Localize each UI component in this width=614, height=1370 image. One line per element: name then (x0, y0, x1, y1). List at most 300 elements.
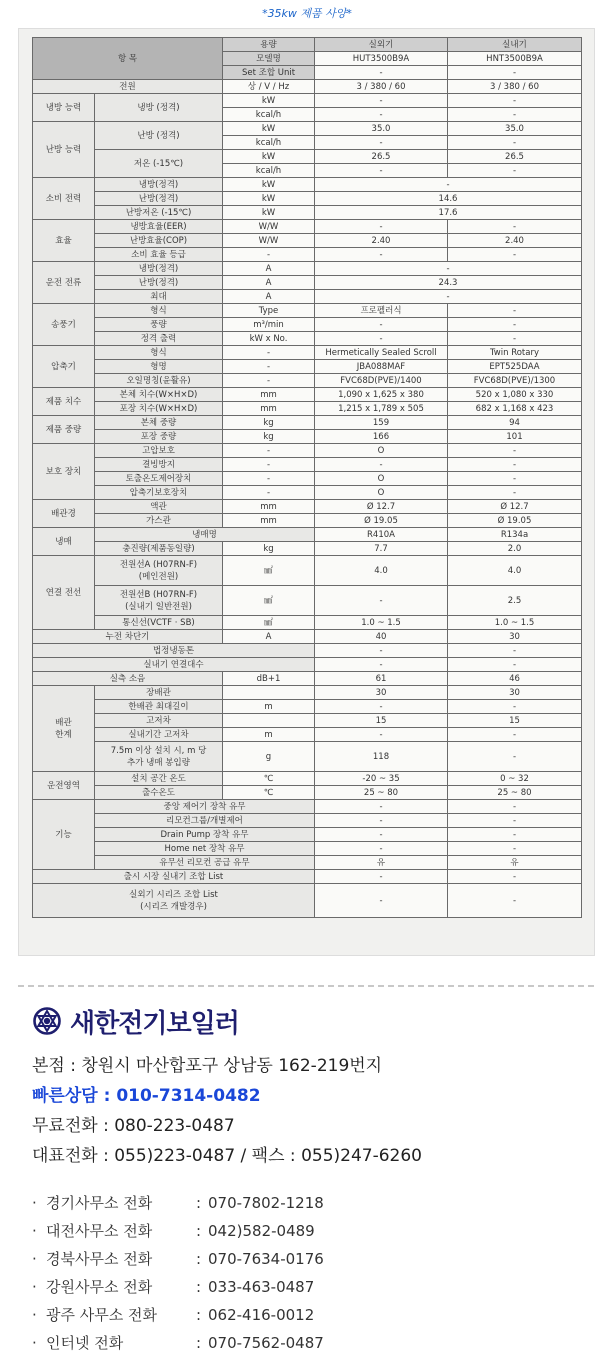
table-cell: - (448, 742, 582, 772)
table-row (33, 346, 582, 360)
table-cell: 항 목 (33, 38, 223, 80)
table-cell: 본체 치수(W×H×D) (95, 388, 223, 402)
table-cell: 정격 출력 (95, 332, 223, 346)
table-row (33, 234, 582, 248)
table-row (33, 742, 582, 772)
table-cell: - (315, 728, 448, 742)
table-cell: 35.0 (448, 122, 582, 136)
table-cell: 본체 중량 (95, 416, 223, 430)
table-cell: W/W (223, 220, 315, 234)
table-cell: kg (223, 416, 315, 430)
table-cell: - (315, 658, 448, 672)
table-cell: 1.0 ~ 1.5 (448, 616, 582, 630)
office-phone[interactable]: 070-7802-1218 (208, 1194, 324, 1212)
table-cell: 액관 (95, 500, 223, 514)
table-cell: 15 (315, 714, 448, 728)
table-cell: 0 ~ 32 (448, 772, 582, 786)
table-cell: - (448, 870, 582, 884)
table-cell: - (448, 318, 582, 332)
table-cell: 30 (448, 630, 582, 644)
office-item[interactable] (32, 1245, 592, 1273)
table-row (33, 304, 582, 318)
table-cell: kW (223, 206, 315, 220)
table-cell: - (315, 332, 448, 346)
table-cell: - (315, 66, 448, 80)
table-cell: mm (223, 514, 315, 528)
table-cell: 난방저온 (-15℃) (95, 206, 223, 220)
office-item[interactable] (32, 1273, 592, 1301)
table-row (33, 870, 582, 884)
office-phone[interactable]: 042)582-0489 (208, 1222, 315, 1240)
table-cell: 유 (448, 856, 582, 870)
table-cell: - (315, 178, 582, 192)
table-cell: - (315, 814, 448, 828)
table-cell: 25 ~ 80 (315, 786, 448, 800)
table-row (33, 514, 582, 528)
table-cell: 실측 소음 (33, 672, 223, 686)
table-cell: 냉방(정격) (95, 262, 223, 276)
table-row (33, 800, 582, 814)
table-cell: ㎟ (223, 556, 315, 586)
table-cell: 159 (315, 416, 448, 430)
table-cell: 1,215 x 1,789 x 505 (315, 402, 448, 416)
table-cell: 2.40 (315, 234, 448, 248)
table-row (33, 700, 582, 714)
table-cell: g (223, 742, 315, 772)
office-name: 인터넷 전화 (46, 1334, 124, 1352)
table-cell: 냉방 능력 (33, 94, 95, 122)
table-cell: - (315, 262, 582, 276)
table-cell: kW (223, 150, 315, 164)
dashed-divider (18, 985, 594, 987)
table-row (33, 444, 582, 458)
table-cell: EPT525DAA (448, 360, 582, 374)
table-cell: mm (223, 500, 315, 514)
table-cell: - (448, 304, 582, 318)
table-cell: - (448, 728, 582, 742)
table-cell: 전원 (33, 80, 223, 94)
spec-sheet-image (18, 28, 595, 956)
table-row (33, 616, 582, 630)
company-info (32, 1003, 592, 1357)
table-cell: 94 (448, 416, 582, 430)
table-cell: 26.5 (315, 150, 448, 164)
table-cell: Ø 12.7 (448, 500, 582, 514)
table-cell: 저온 (-15℃) (95, 150, 223, 178)
address: 본점 : 창원시 마산합포구 상남동 162-219번지 (32, 1056, 383, 1076)
table-cell: kg (223, 430, 315, 444)
table-cell: O (315, 472, 448, 486)
table-cell: 출시 시장 실내기 조합 List (33, 870, 315, 884)
table-cell: 운전 전류 (33, 262, 95, 304)
table-cell: 한배관 최대길이 (95, 700, 223, 714)
company-name: 새한전기보일러 (70, 1008, 239, 1039)
table-cell: - (223, 486, 315, 500)
table-cell: 누전 차단기 (33, 630, 223, 644)
table-row (33, 486, 582, 500)
table-cell: HUT3500B9A (315, 52, 448, 66)
table-cell: Ø 12.7 (315, 500, 448, 514)
table-cell: 실외기 (315, 38, 448, 52)
table-cell: - (223, 374, 315, 388)
table-cell: 101 (448, 430, 582, 444)
table-cell: - (223, 360, 315, 374)
table-cell: 3 / 380 / 60 (315, 80, 448, 94)
table-cell: - (315, 164, 448, 178)
table-cell: - (448, 700, 582, 714)
table-cell: - (448, 108, 582, 122)
table-cell: 35.0 (315, 122, 448, 136)
table-cell: 용량 (223, 38, 315, 52)
table-cell: 압축기보호장치 (95, 486, 223, 500)
table-cell: - (315, 458, 448, 472)
table-cell: 1.0 ~ 1.5 (315, 616, 448, 630)
table-cell: JBA088MAF (315, 360, 448, 374)
table-cell: 최대 (95, 290, 223, 304)
table-cell (223, 714, 315, 728)
table-cell: - (448, 444, 582, 458)
table-cell: -20 ~ 35 (315, 772, 448, 786)
table-cell: 압축기 (33, 346, 95, 388)
table-row (33, 728, 582, 742)
table-cell: 포장 중량 (95, 430, 223, 444)
table-cell: 통신선(VCTF · SB) (95, 616, 223, 630)
table-cell: 682 x 1,168 x 423 (448, 402, 582, 416)
table-cell: m (223, 700, 315, 714)
table-cell: 오일명칭(윤활유) (95, 374, 223, 388)
table-cell: - (315, 108, 448, 122)
table-cell: 리모컨그룹/개별제어 (95, 814, 315, 828)
table-row (33, 658, 582, 672)
table-row (33, 374, 582, 388)
table-cell: ㎟ (223, 616, 315, 630)
separator: : (196, 1250, 202, 1268)
table-cell: 풍량 (95, 318, 223, 332)
table-cell: R410A (315, 528, 448, 542)
table-row (33, 360, 582, 374)
table-cell: FVC68D(PVE)/1300 (448, 374, 582, 388)
table-cell: mm (223, 388, 315, 402)
table-cell: 토출온도제어장치 (95, 472, 223, 486)
table-cell: m³/min (223, 318, 315, 332)
table-cell: 7.7 (315, 542, 448, 556)
table-cell: - (448, 814, 582, 828)
table-row (33, 220, 582, 234)
table-row (33, 402, 582, 416)
table-row (33, 556, 582, 586)
table-cell: 결빙방지 (95, 458, 223, 472)
table-cell: 25 ~ 80 (448, 786, 582, 800)
table-cell: 난방(정격) (95, 192, 223, 206)
table-cell: 실내기 연결대수 (33, 658, 315, 672)
table-cell: - (315, 800, 448, 814)
office-phone[interactable]: 070-7634-0176 (208, 1250, 324, 1268)
table-cell: 3 / 380 / 60 (448, 80, 582, 94)
table-cell: - (223, 346, 315, 360)
table-row (33, 178, 582, 192)
table-cell: - (315, 842, 448, 856)
table-cell: O (315, 486, 448, 500)
table-cell: 운전영역 (33, 772, 95, 800)
company-logo-icon (32, 1006, 62, 1036)
table-cell: 상 / V / Hz (223, 80, 315, 94)
table-cell: ℃ (223, 772, 315, 786)
table-cell: - (315, 870, 448, 884)
table-cell: FVC68D(PVE)/1400 (315, 374, 448, 388)
hotline[interactable]: 빠른상담 : 010-7314-0482 (32, 1086, 261, 1106)
table-row (33, 814, 582, 828)
table-cell: 유무선 리모컨 공급 유무 (95, 856, 315, 870)
spec-table (32, 37, 582, 918)
table-row (33, 786, 582, 800)
table-cell: - (315, 700, 448, 714)
table-row (33, 416, 582, 430)
table-cell: kW (223, 122, 315, 136)
table-cell: 보호 장치 (33, 444, 95, 500)
table-row (33, 206, 582, 220)
table-cell: 40 (315, 630, 448, 644)
office-phone[interactable]: 062-416-0012 (208, 1306, 315, 1324)
table-cell: - (448, 220, 582, 234)
table-cell: W/W (223, 234, 315, 248)
table-cell: - (315, 136, 448, 150)
table-cell: 24.3 (315, 276, 582, 290)
table-cell: 30 (448, 686, 582, 700)
table-cell: m (223, 728, 315, 742)
table-cell: 장배관 (95, 686, 223, 700)
table-cell: Hermetically Sealed Scroll (315, 346, 448, 360)
table-cell: 제품 치수 (33, 388, 95, 416)
office-item[interactable] (32, 1189, 592, 1217)
table-cell (223, 686, 315, 700)
table-cell: - (315, 220, 448, 234)
table-cell: 충진량(제품동일량) (95, 542, 223, 556)
table-cell: dB+1 (223, 672, 315, 686)
table-cell: 15 (448, 714, 582, 728)
table-row (33, 528, 582, 542)
table-cell: kg (223, 542, 315, 556)
table-row (33, 38, 582, 52)
table-cell: A (223, 276, 315, 290)
table-cell: 118 (315, 742, 448, 772)
table-cell: 프로펠러식 (315, 304, 448, 318)
bullet-icon: · (32, 1222, 37, 1240)
table-cell: 냉방 (정격) (95, 94, 223, 122)
table-cell: 포장 치수(W×H×D) (95, 402, 223, 416)
table-row (33, 714, 582, 728)
table-row (33, 686, 582, 700)
table-cell: Set 조합 Unit (223, 66, 315, 80)
office-name: 경북사무소 전화 (46, 1250, 153, 1268)
table-cell: 난방 (정격) (95, 122, 223, 150)
table-cell: 61 (315, 672, 448, 686)
table-cell: - (448, 66, 582, 80)
table-cell: 모델명 (223, 52, 315, 66)
table-row (33, 276, 582, 290)
bullet-icon: · (32, 1250, 37, 1268)
table-cell: 2.5 (448, 586, 582, 616)
table-cell: Drain Pump 장착 유무 (95, 828, 315, 842)
table-cell: R134a (448, 528, 582, 542)
table-cell: 냉방효율(EER) (95, 220, 223, 234)
table-cell: 제품 중량 (33, 416, 95, 444)
table-cell: - (448, 828, 582, 842)
table-row (33, 458, 582, 472)
table-cell: 1,090 x 1,625 x 380 (315, 388, 448, 402)
table-cell: 4.0 (448, 556, 582, 586)
table-cell: - (448, 248, 582, 262)
table-row (33, 586, 582, 616)
table-row (33, 80, 582, 94)
table-cell: - (448, 136, 582, 150)
table-row (33, 122, 582, 136)
table-cell: - (315, 94, 448, 108)
table-cell: 출수온도 (95, 786, 223, 800)
table-cell: 효율 (33, 220, 95, 262)
table-row (33, 472, 582, 486)
table-cell: - (315, 828, 448, 842)
table-cell: 기능 (33, 800, 95, 870)
table-cell: - (448, 842, 582, 856)
table-cell: 배관 한계 (33, 686, 95, 772)
table-cell: 중앙 제어기 장착 유무 (95, 800, 315, 814)
table-cell: 520 x 1,080 x 330 (448, 388, 582, 402)
table-cell: - (448, 658, 582, 672)
table-cell: 전원선B (H07RN-F) (실내기 일반전원) (95, 586, 223, 616)
table-row (33, 542, 582, 556)
table-cell: Type (223, 304, 315, 318)
table-row (33, 332, 582, 346)
office-phone[interactable]: 033-463-0487 (208, 1278, 315, 1296)
table-row (33, 772, 582, 786)
table-cell: kcal/h (223, 136, 315, 150)
table-cell: - (448, 486, 582, 500)
table-row (33, 248, 582, 262)
bullet-icon: · (32, 1278, 37, 1296)
table-cell: O (315, 444, 448, 458)
table-row (33, 262, 582, 276)
table-cell: 송풍기 (33, 304, 95, 346)
table-cell: 7.5m 이상 설치 시, m 당 추가 냉매 봉입량 (95, 742, 223, 772)
table-row (33, 842, 582, 856)
table-cell: kW x No. (223, 332, 315, 346)
table-cell: - (315, 644, 448, 658)
table-cell: 법정냉동톤 (33, 644, 315, 658)
table-cell: - (315, 248, 448, 262)
bullet-icon: · (32, 1306, 37, 1324)
table-cell: 46 (448, 672, 582, 686)
table-cell: 30 (315, 686, 448, 700)
table-cell: Ø 19.05 (448, 514, 582, 528)
office-item[interactable] (32, 1329, 592, 1357)
table-cell: - (315, 586, 448, 616)
table-cell: 유 (315, 856, 448, 870)
table-cell: - (448, 94, 582, 108)
table-cell: 실외기 시리즈 조합 List (시리즈 개발경우) (33, 884, 315, 918)
table-cell: 연결 전선 (33, 556, 95, 630)
table-cell: - (315, 318, 448, 332)
table-cell: 실내기간 고저차 (95, 728, 223, 742)
free-call[interactable]: 무료전화 : 080-223-0487 (32, 1116, 235, 1136)
bullet-icon: · (32, 1194, 37, 1212)
table-cell: kcal/h (223, 108, 315, 122)
table-cell: 고압보호 (95, 444, 223, 458)
table-row (33, 150, 582, 164)
table-cell: A (223, 630, 315, 644)
table-cell: 166 (315, 430, 448, 444)
table-cell: 26.5 (448, 150, 582, 164)
table-cell: - (448, 644, 582, 658)
table-cell: A (223, 290, 315, 304)
table-cell: 소비 전력 (33, 178, 95, 220)
table-cell: kW (223, 192, 315, 206)
bullet-icon: · (32, 1334, 37, 1352)
table-cell: 형명 (95, 360, 223, 374)
brand (32, 1003, 592, 1039)
spec-title: *35kw 제품 사양* (262, 7, 352, 20)
table-cell: kW (223, 94, 315, 108)
table-cell: 실내기 (448, 38, 582, 52)
table-row (33, 672, 582, 686)
table-row (33, 388, 582, 402)
separator: : (196, 1306, 202, 1324)
main-call[interactable]: 대표전화 : 055)223-0487 / 팩스 : 055)247-6260 (32, 1146, 422, 1166)
table-cell: HNT3500B9A (448, 52, 582, 66)
table-cell: - (448, 472, 582, 486)
separator: : (196, 1222, 202, 1240)
table-cell: mm (223, 402, 315, 416)
table-cell: 고저차 (95, 714, 223, 728)
table-cell: Home net 장착 유무 (95, 842, 315, 856)
table-row (33, 290, 582, 304)
table-row (33, 500, 582, 514)
table-cell: - (223, 444, 315, 458)
office-name: 대전사무소 전화 (46, 1222, 153, 1240)
table-cell: 냉매 (33, 528, 95, 556)
table-row (33, 430, 582, 444)
table-cell: 14.6 (315, 192, 582, 206)
table-cell: - (315, 290, 582, 304)
table-cell: ℃ (223, 786, 315, 800)
table-cell: - (223, 248, 315, 262)
table-cell: - (448, 332, 582, 346)
table-cell: 형식 (95, 346, 223, 360)
office-phone[interactable]: 070-7562-0487 (208, 1334, 324, 1352)
separator: : (196, 1194, 202, 1212)
table-cell: 2.0 (448, 542, 582, 556)
separator: : (196, 1278, 202, 1296)
table-cell: A (223, 262, 315, 276)
table-cell: kcal/h (223, 164, 315, 178)
office-name: 경기사무소 전화 (46, 1194, 153, 1212)
office-item[interactable] (32, 1217, 592, 1245)
table-cell: 소비 효율 등급 (95, 248, 223, 262)
table-cell: - (448, 164, 582, 178)
separator: : (196, 1334, 202, 1352)
office-name: 광주 사무소 전화 (46, 1306, 157, 1324)
office-item[interactable] (32, 1301, 592, 1329)
table-row (33, 630, 582, 644)
table-row (33, 856, 582, 870)
table-cell: - (448, 800, 582, 814)
table-row (33, 94, 582, 108)
table-cell: 난방효율(COP) (95, 234, 223, 248)
table-cell: 17.6 (315, 206, 582, 220)
table-cell: - (448, 884, 582, 918)
table-cell: - (223, 458, 315, 472)
table-cell: 4.0 (315, 556, 448, 586)
table-row (33, 884, 582, 918)
